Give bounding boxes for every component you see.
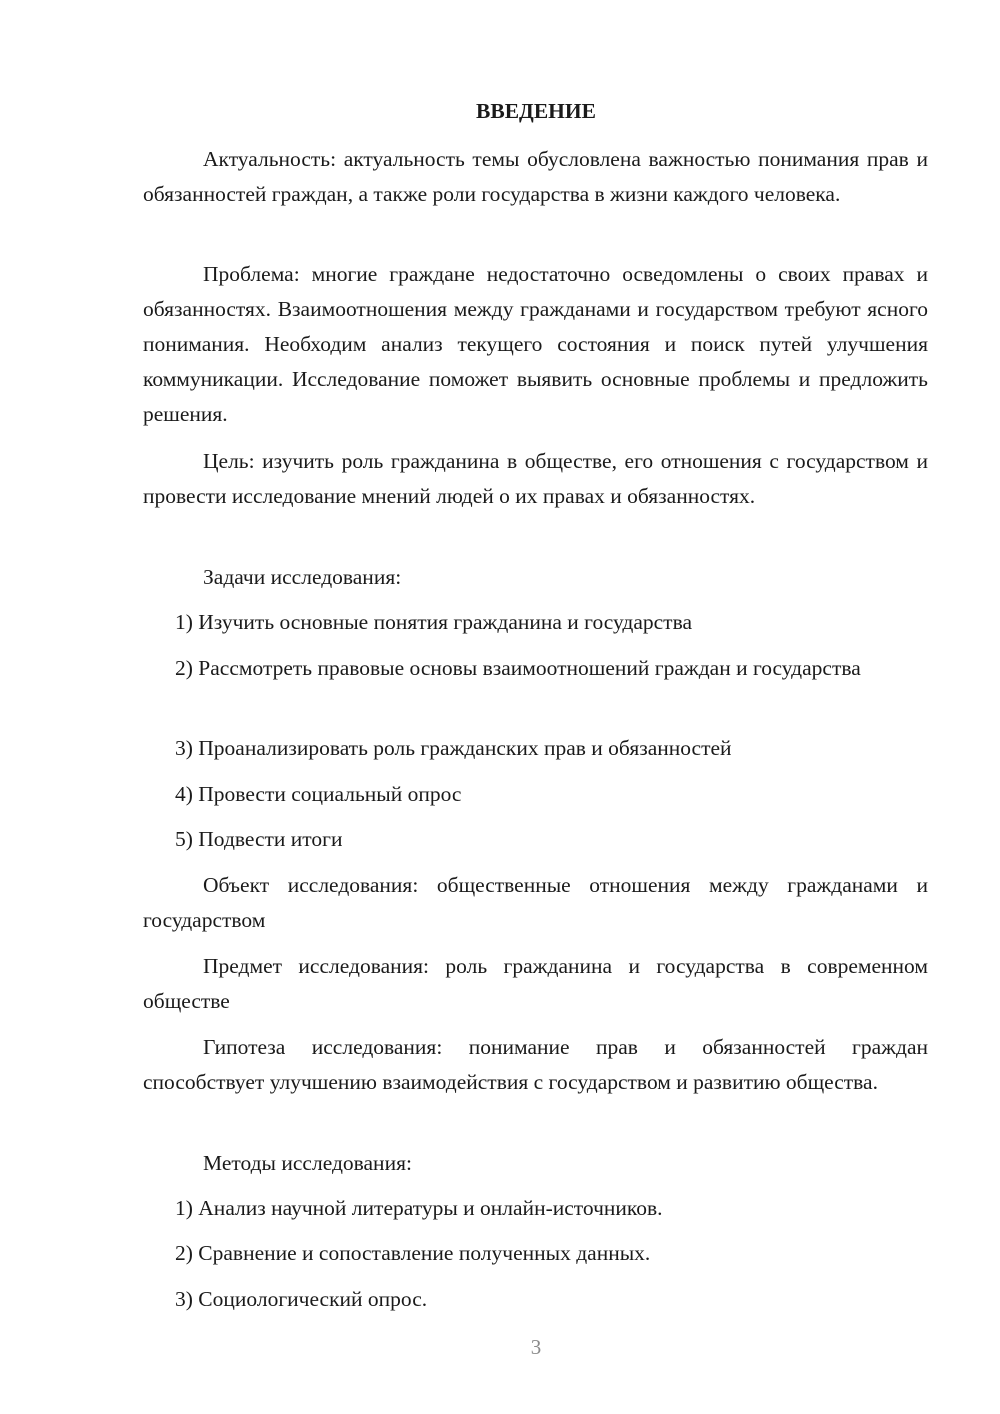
method-item-1: 1) Анализ научной литературы и онлайн-источников. (175, 1196, 663, 1220)
page-number: 3 (530, 1335, 542, 1359)
hypothesis-paragraph: Гипотеза исследования: понимание прав и обязанностей граждан способствует улучшению взаимодействия с государством и развитию общества. (143, 1035, 928, 1094)
problem-paragraph: Проблема: многие граждане недостаточно осведомлены о своих правах и обязанностях. Взаимоотношения между гражданами и государством требуют ясного понимания. Необходим анализ текущего состояния и поиск путей улучшения коммуникации. Исследование поможет выявить основные проблемы и предложить решения. (143, 262, 928, 426)
task-item-1: 1) Изучить основные понятия гражданина и государства (175, 610, 692, 634)
methods-heading: Методы исследования: (203, 1151, 412, 1175)
relevance-paragraph: Актуальность: актуальность темы обусловлена важностью понимания прав и обязанностей граждан, а также роли государства в жизни каждого человека. (143, 147, 928, 206)
task-item-2: 2) Рассмотреть правовые основы взаимоотношений граждан и государства (175, 656, 861, 680)
goal-paragraph: Цель: изучить роль гражданина в обществе, его отношения с государством и провести исследование мнений людей о их правах и обязанностях. (143, 449, 928, 508)
section-title: ВВЕДЕНИЕ (476, 99, 596, 123)
subject-paragraph: Предмет исследования: роль гражданина и государства в современном обществе (143, 954, 928, 1013)
task-item-4: 4) Провести социальный опрос (175, 782, 462, 806)
object-paragraph: Объект исследования: общественные отношения между гражданами и государством (143, 873, 928, 932)
task-item-5: 5) Подвести итоги (175, 827, 343, 851)
method-item-3: 3) Социологический опрос. (175, 1287, 428, 1311)
task-item-3: 3) Проанализировать роль гражданских прав и обязанностей (175, 736, 732, 760)
tasks-heading: Задачи исследования: (203, 565, 402, 589)
method-item-2: 2) Сравнение и сопоставление полученных данных. (175, 1241, 651, 1265)
